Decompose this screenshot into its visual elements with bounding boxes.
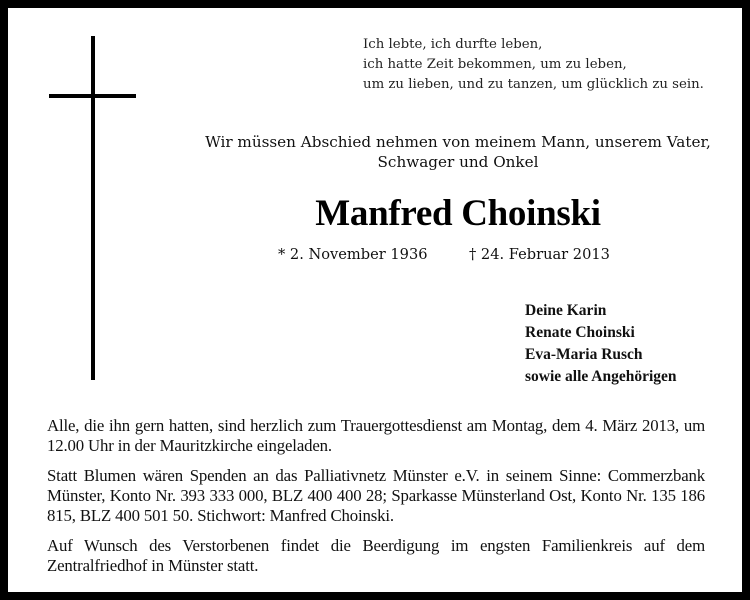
death-date: † 24. Februar 2013 [469, 246, 610, 263]
cross-vertical-bar [91, 36, 95, 380]
farewell-intro [188, 132, 728, 172]
mourner: Deine Karin [525, 302, 607, 319]
burial-info: Auf Wunsch des Verstorbenen findet die Beerdigung im engsten Familienkreis auf dem Zentralfriedhof in Münster statt. [47, 536, 705, 575]
obituary-notice [8, 8, 742, 592]
mourner: Renate Choinski [525, 324, 635, 341]
mourner: Eva-Maria Rusch [525, 346, 643, 363]
poem-verse [363, 35, 704, 95]
poem-line: um zu lieben, und zu tanzen, um glücklich zu sein. [363, 77, 704, 92]
birth-date: * 2. November 1936 [278, 246, 428, 263]
donation-info: Statt Blumen wären Spenden an das Palliativnetz Münster e.V. in seinem Sinne: Commerzbank Münster, Konto Nr. 393 333 000, BLZ 400 400 28; Sparkasse Münsterland Ost, Konto Nr. 135 186 815, BLZ 400 501 50. Stichwort: Manfred Choinski. [47, 466, 705, 525]
cross-horizontal-bar [49, 94, 136, 98]
intro-line: Wir müssen Abschied nehmen von meinem Mann, unserem Vater, [205, 133, 711, 151]
mourner: sowie alle Angehörigen [525, 368, 677, 385]
notice-details [47, 416, 705, 586]
poem-line: ich hatte Zeit bekommen, um zu leben, [363, 57, 627, 72]
deceased-name: Manfred Choinski [315, 193, 601, 234]
service-info: Alle, die ihn gern hatten, sind herzlich zum Trauergottesdienst am Montag, dem 4. März 2013, um 12.00 Uhr in der Mauritzkirche eingeladen. [47, 416, 705, 455]
poem-line: Ich lebte, ich durfte leben, [363, 37, 543, 52]
intro-line: Schwager und Onkel [377, 153, 539, 171]
mourners-list [525, 300, 677, 388]
